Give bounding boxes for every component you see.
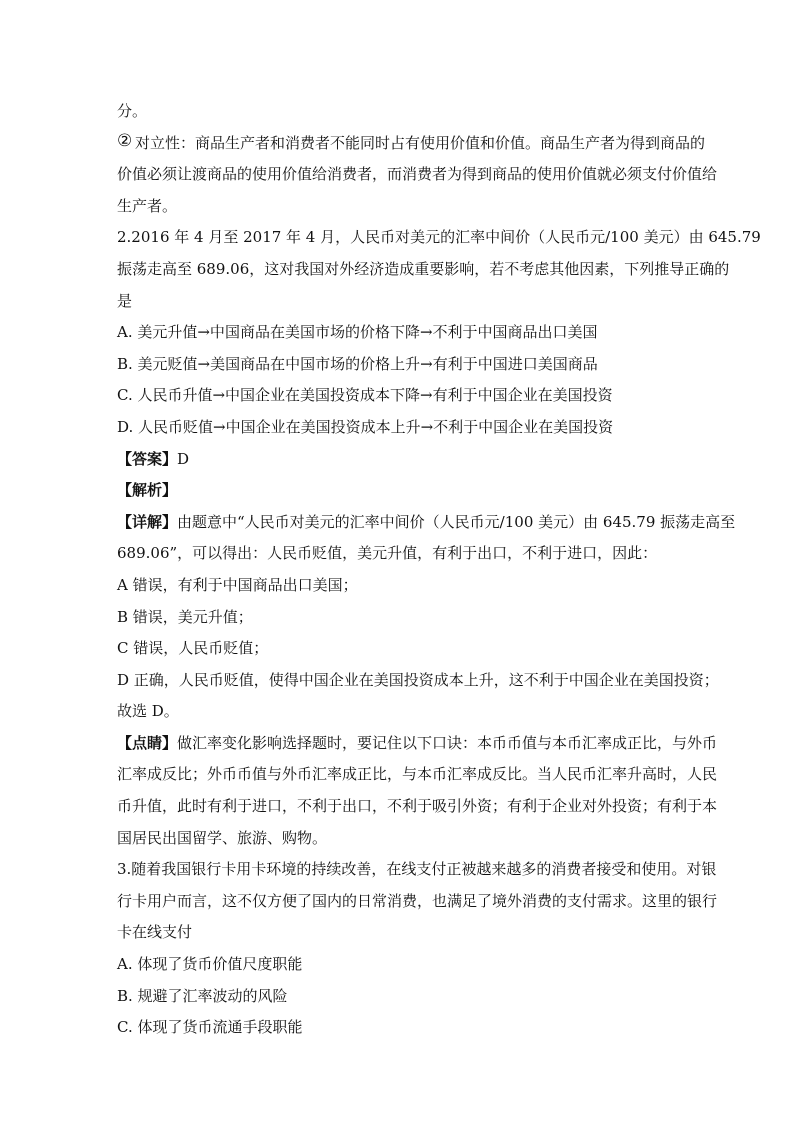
text-line: 生产者。 (117, 196, 178, 215)
text-line: 国居民出国留学、旅游、购物。 (117, 828, 328, 847)
detail-line (117, 507, 736, 539)
tip-label: 【点睛】 (117, 733, 178, 752)
text-line: 故选 D。 (117, 702, 179, 721)
text-line: 689.06”，可以得出：人民币贬值，美元升值，有利于出口，不利于进口，因此： (117, 544, 658, 563)
detail-label: 【详解】 (117, 512, 178, 531)
text-line (117, 128, 706, 160)
option-c: C. 体现了货币流通手段职能 (117, 1018, 303, 1037)
line-text: 由题意中“人民币对美元的汇率中间价（人民币元/100 美元）由 645.79 振荡走高至 (177, 512, 736, 531)
text-line: A 错误，有利于中国商品出口美国； (117, 575, 358, 594)
option-a: A. 体现了货币价值尺度职能 (117, 955, 303, 974)
circled-number-two: ② (117, 130, 133, 151)
question-2-stem: 2.2016 年 4 月至 2017 年 4 月，人民币对美元的汇率中间价（人民币元/100 美元）由 645.79 (117, 228, 761, 247)
text-line: D 正确，人民币贬值，使得中国企业在美国投资成本上升，这不利于中国企业在美国投资； (117, 670, 719, 689)
answer-line (117, 444, 683, 476)
analysis-label: 【解析】 (117, 481, 178, 500)
text-line: 币升值，此时有利于进口，不利于出口，不利于吸引外资；有利于企业对外投资；有利于本 (117, 797, 718, 816)
document-page (117, 96, 761, 1044)
line-text: 对立性：商品生产者和消费者不能同时占有使用价值和价值。商品生产者为得到商品的 (135, 133, 706, 152)
option-c: C. 人民币升值→中国企业在美国投资成本下降→有利于中国企业在美国投资 (117, 386, 613, 405)
answer-value: D (177, 449, 190, 468)
analysis-line (117, 475, 683, 507)
text-line: 汇率成反比；外币币值与外币汇率成正比，与本币汇率成反比。当人民币汇率升高时，人民 (117, 765, 718, 784)
tip-line (117, 728, 718, 760)
text-line: 分。 (117, 102, 148, 120)
text-line: 价值必须让渡商品的使用价值给消费者，而消费者为得到商品的使用价值就必须支付价值给 (117, 165, 718, 184)
option-a: A. 美元升值→中国商品在美国市场的价格下降→不利于中国商品出口美国 (117, 323, 598, 342)
text-line: B 错误，美元升值； (117, 607, 253, 626)
option-b: B. 规避了汇率波动的风险 (117, 986, 288, 1005)
option-b: B. 美元贬值→美国商品在中国市场的价格上升→有利于中国进口美国商品 (117, 354, 598, 373)
answer-label: 【答案】 (117, 449, 178, 468)
text-line: C 错误，人民币贬值； (117, 639, 269, 658)
text-line: 卡在线支付 (117, 923, 193, 942)
text-line: 是 (117, 291, 133, 310)
option-d: D. 人民币贬值→中国企业在美国投资成本上升→不利于中国企业在美国投资 (117, 417, 614, 436)
question-3-stem: 3.随着我国银行卡用卡环境的持续改善，在线支付正被越来越多的消费者接受和使用。对银 (117, 860, 717, 879)
text-line: 行卡用户而言，这不仅方便了国内的日常消费，也满足了境外消费的支付需求。这里的银行 (117, 891, 718, 910)
line-text: 做汇率变化影响选择题时，要记住以下口诀：本币币值与本币汇率成正比，与外币 (177, 733, 718, 752)
text-line: 振荡走高至 689.06，这对我国对外经济造成重要影响，若不考虑其他因素，下列推导正确的 (117, 259, 730, 278)
